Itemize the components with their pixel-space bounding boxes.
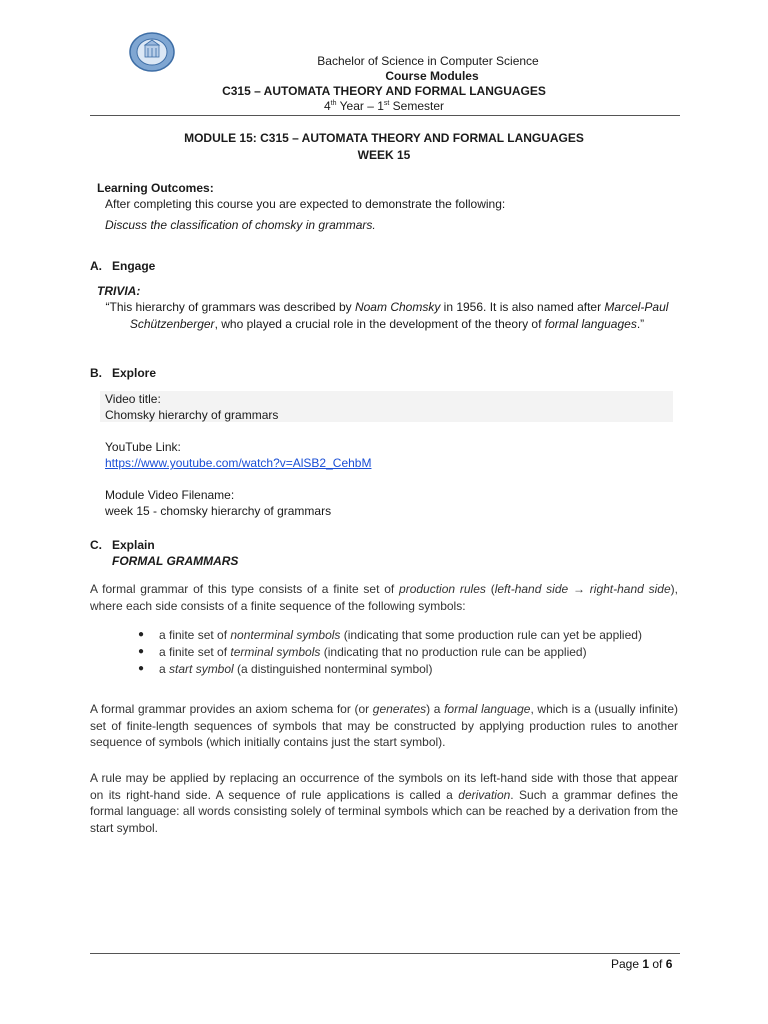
paragraph-text: . Such a grammar defines the formal language: all words consisting solely of terminal symbols which can be reached by a derivation from the start symbol. — [90, 787, 679, 835]
term-derivation: derivation — [458, 787, 511, 802]
learning-outcome-item: Discuss the classification of chomsky in grammars. — [105, 218, 376, 232]
course-modules-label: Course Modules — [385, 69, 479, 83]
list-item-text: (indicating that some production rule can yet be applied) — [340, 628, 642, 642]
quote-text: “This hierarchy of grammars was described by — [105, 300, 355, 314]
year-semester — [0, 99, 768, 113]
list-item-text: a — [159, 662, 170, 676]
footer-divider — [90, 953, 680, 954]
learning-outcomes-heading: Learning Outcomes: — [97, 181, 214, 195]
paragraph-text: A formal grammar provides an axiom schema for (or — [90, 702, 373, 716]
page-word: Page — [611, 957, 643, 971]
list-item-text: (a distinguished nonterminal symbol) — [233, 662, 433, 676]
quote-text: , who played a crucial role in the development of the theory of — [214, 316, 545, 331]
program-name: Bachelor of Science in Computer Science — [317, 54, 539, 68]
section-title: Engage — [112, 259, 156, 273]
term-lhs-rhs: left-hand side → right-hand side — [494, 582, 671, 596]
section-explore-heading — [90, 366, 156, 380]
bullet-icon: ● — [138, 629, 145, 640]
bullet-icon: ● — [138, 663, 145, 674]
module-title: MODULE 15: C315 – AUTOMATA THEORY AND FORMAL LANGUAGES — [184, 131, 584, 145]
paragraph-text: ( — [485, 582, 495, 596]
video-title-label: Video title: — [105, 392, 161, 406]
learning-outcomes-intro: After completing this course you are expected to demonstrate the following: — [105, 197, 506, 211]
year-text: Year – 1 — [336, 99, 384, 113]
paragraph-text: A formal grammar of this type consists of a finite set of — [90, 582, 400, 596]
year-suffix: th — [330, 100, 337, 107]
list-item — [135, 661, 680, 677]
bullet-icon: ● — [138, 646, 145, 657]
page-number: 1 — [642, 957, 650, 971]
section-engage-heading — [90, 259, 155, 273]
formal-grammars-subheading: FORMAL GRAMMARS — [112, 554, 239, 568]
section-letter: B. — [90, 366, 102, 380]
list-item — [135, 627, 680, 643]
list-item-term: start symbol — [169, 662, 234, 676]
term-formal-language: formal language — [444, 702, 531, 716]
paragraph-text: , which is a (usually infinite) set of finite-length sequences of symbols that may be constructed by applying production rules to another sequence of symbols (which initially contains just the start symbol). — [90, 702, 678, 749]
page-indicator — [611, 957, 672, 971]
quote-text: in 1956. It is also named after — [440, 300, 605, 314]
paragraph-formal-grammar — [90, 581, 678, 614]
quote-formal-languages: formal languages — [544, 316, 637, 331]
module-week: WEEK 15 — [357, 148, 411, 162]
list-item-text: a finite set of — [159, 628, 231, 642]
year-number: 4 — [323, 99, 331, 113]
list-item — [135, 644, 680, 660]
list-item-term: nonterminal symbols — [230, 628, 341, 642]
term-generates: generates — [372, 702, 427, 716]
list-item-text: (indicating that no production rule can be applied) — [320, 645, 587, 659]
paragraph-text: A rule may be applied by replacing an occurrence of the symbols on its left-hand side with those that appear on its right-hand side. A sequence of rule applications is called a — [90, 771, 678, 802]
paragraph-text: ), where each side consists of a finite sequence of the following symbols: — [90, 582, 678, 613]
section-title: Explore — [112, 366, 157, 380]
semester-suffix: st — [383, 100, 390, 107]
youtube-link[interactable]: https://www.youtube.com/watch?v=AlSB2_CehbM — [105, 456, 372, 470]
term-production-rules: production rules — [399, 582, 486, 596]
video-filename-value: week 15 - chomsky hierarchy of grammars — [105, 504, 332, 518]
paragraph-derivation — [90, 770, 678, 836]
trivia-label: TRIVIA: — [97, 284, 141, 298]
page-total: 6 — [665, 957, 673, 971]
of-word: of — [649, 957, 666, 971]
section-letter: C. — [90, 538, 102, 552]
list-item-term: terminal symbols — [230, 645, 321, 659]
paragraph-text: ) a — [426, 702, 445, 716]
course-title: C315 – AUTOMATA THEORY AND FORMAL LANGUAGES — [222, 84, 546, 98]
section-title: Explain — [112, 538, 155, 552]
trivia-quote — [92, 299, 682, 332]
symbol-bullet-list — [135, 627, 680, 678]
paragraph-axiom-schema — [90, 701, 678, 751]
list-item-text: a finite set of — [159, 645, 231, 659]
video-title-value: Chomsky hierarchy of grammars — [105, 408, 279, 422]
semester-text: Semester — [389, 99, 445, 113]
quote-name-chomsky: Noam Chomsky — [354, 300, 441, 314]
quote-text: .” — [636, 316, 645, 331]
quote-name-schutzenberger: Marcel-Paul Schützenberger — [129, 300, 669, 331]
section-letter: A. — [90, 259, 102, 273]
youtube-link-label: YouTube Link: — [105, 440, 181, 454]
header-divider — [90, 115, 680, 116]
video-filename-label: Module Video Filename: — [105, 488, 235, 502]
section-explain-heading — [90, 538, 155, 552]
